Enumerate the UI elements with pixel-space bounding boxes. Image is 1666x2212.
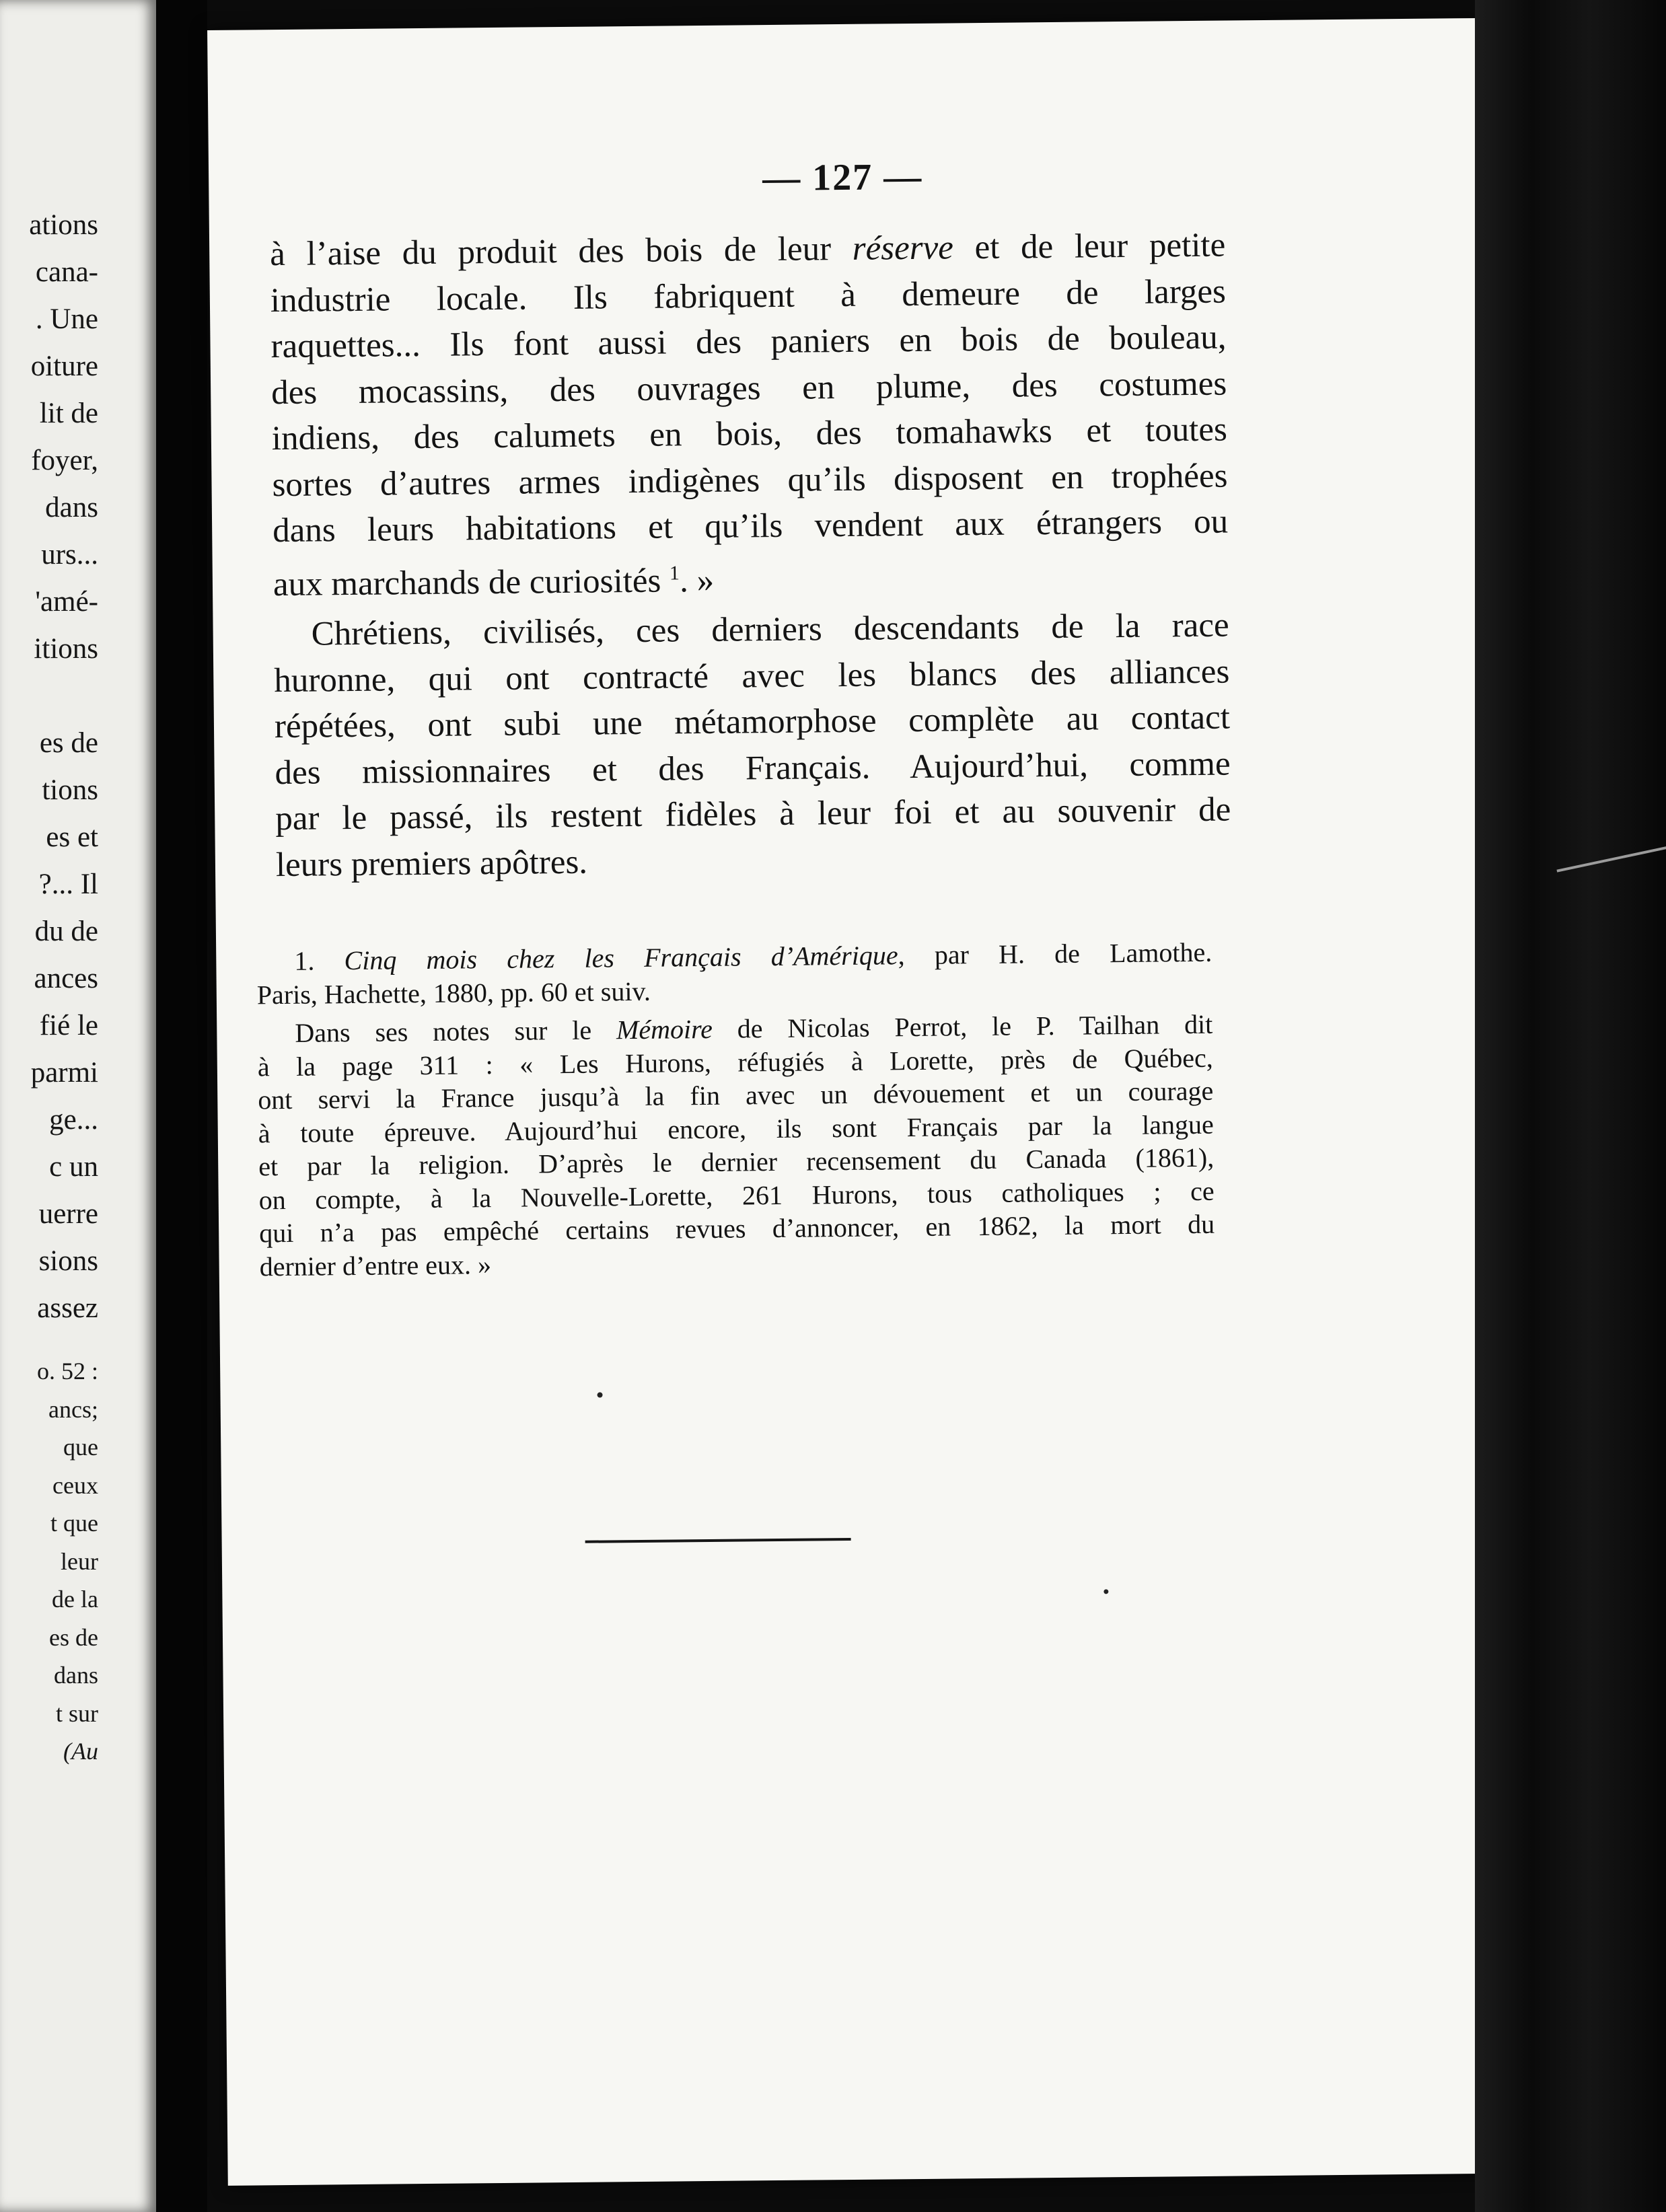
left-line: itions bbox=[34, 633, 98, 665]
italic-word: Mémoire bbox=[616, 1013, 713, 1045]
footnote-title: Cinq mois chez les Français d’Amérique bbox=[344, 940, 898, 976]
text-line: par le passé, ils restent fidèles à leur foi et au souvenir de bbox=[275, 790, 1231, 838]
text-line: des mocassins, des ouvrages en plume, des costumes bbox=[270, 365, 1227, 412]
left-footnote-line: ceux bbox=[52, 1471, 98, 1499]
end-rule bbox=[585, 1538, 851, 1543]
body-text bbox=[270, 223, 1231, 889]
left-line: du de bbox=[34, 916, 98, 947]
left-line: 'amé- bbox=[35, 586, 98, 618]
left-line: oiture bbox=[30, 351, 98, 382]
left-line: ?... Il bbox=[38, 869, 98, 900]
left-line: uerre bbox=[38, 1198, 98, 1230]
footnote-line: et par la religion. D’après le dernier recensement du Canada (1861), bbox=[258, 1142, 1215, 1182]
text-segment: aux marchands de curiosités bbox=[273, 562, 661, 603]
footnote-line: on compte, à la Nouvelle-Lorette, 261 Hurons, tous catholiques ; ce bbox=[258, 1175, 1215, 1215]
text-line: raquettes... Ils font aussi des paniers en bois de bouleau, bbox=[270, 318, 1227, 366]
footnote-line: ont servi la France jusqu’à la fin avec un dévouement et un courage bbox=[258, 1075, 1214, 1115]
text-segment: , par H. de Lamothe. bbox=[898, 936, 1212, 971]
text-segment: . » bbox=[679, 561, 715, 599]
left-line: sions bbox=[38, 1245, 98, 1277]
paragraph-2 bbox=[273, 603, 1231, 889]
left-footnote-line: ancs; bbox=[48, 1395, 98, 1423]
text-line bbox=[270, 223, 1226, 278]
book-page bbox=[207, 18, 1496, 2186]
left-page-text bbox=[29, 202, 98, 1771]
left-line: tions bbox=[42, 774, 98, 806]
text-line: des missionnaires et des Français. Aujourd’hui, comme bbox=[275, 744, 1231, 792]
left-line: parmi bbox=[30, 1057, 98, 1089]
left-line: cana- bbox=[35, 256, 98, 288]
left-line: urs... bbox=[41, 539, 98, 570]
italic-word: réserve bbox=[852, 229, 954, 268]
left-footnote-line: leur bbox=[61, 1547, 98, 1575]
text-line bbox=[273, 545, 1229, 607]
dark-background bbox=[1475, 0, 1666, 2212]
left-gap bbox=[29, 1332, 98, 1352]
text-line: Chrétiens, civilisés, ces derniers descendants de la race bbox=[311, 606, 1229, 653]
left-facing-page bbox=[0, 0, 156, 2212]
text-segment: de Nicolas Perrot, le P. Tailhan dit bbox=[712, 1008, 1213, 1044]
left-line: lit de bbox=[39, 398, 98, 429]
page-number: — 127 — bbox=[762, 155, 923, 200]
left-footnote-line: o. 52 : bbox=[36, 1358, 98, 1385]
left-line: es de bbox=[39, 727, 98, 759]
footnote-line: dernier d’entre eux. » bbox=[259, 1249, 492, 1282]
left-footnote-line: t que bbox=[50, 1510, 98, 1537]
book-gutter bbox=[156, 0, 207, 2212]
speck bbox=[1103, 1589, 1108, 1594]
left-line: assez bbox=[37, 1292, 98, 1324]
left-line: ations bbox=[29, 209, 98, 241]
text-line: industrie locale. Ils fabriquent à demeure de larges bbox=[270, 272, 1227, 320]
footnote-line: Paris, Hachette, 1880, pp. 60 et suiv. bbox=[256, 975, 651, 1010]
left-line-blank bbox=[29, 673, 98, 720]
left-line: es et bbox=[46, 821, 98, 853]
left-footnote-line: que bbox=[63, 1434, 98, 1461]
speck bbox=[597, 1392, 603, 1397]
text-segment: Dans ses notes sur le bbox=[295, 1015, 617, 1048]
text-line: répétées, ont subi une métamorphose complète au contact bbox=[274, 698, 1231, 746]
left-footnote-line: (Au bbox=[63, 1738, 98, 1765]
left-line: dans bbox=[45, 492, 98, 523]
text-segment: à l’aise du produit des bois de leur bbox=[269, 229, 853, 274]
left-line: ge... bbox=[49, 1104, 98, 1136]
text-line: indiens, des calumets en bois, des tomahawks et toutes bbox=[271, 410, 1228, 458]
text-line: huronne, qui ont contracté avec les blancs des alliances bbox=[274, 653, 1230, 700]
left-footnote-line: es de bbox=[49, 1623, 98, 1651]
footnote-number: 1. bbox=[294, 945, 345, 976]
paragraph-1 bbox=[270, 223, 1229, 608]
left-footnote-line: dans bbox=[54, 1662, 98, 1689]
left-line: ances bbox=[34, 963, 98, 994]
footnote-line: qui n’a pas empêché certains revues d’annoncer, en 1862, la mort du bbox=[258, 1208, 1215, 1249]
footnotes bbox=[256, 936, 1215, 1284]
left-line: c un bbox=[49, 1151, 98, 1183]
footnote-reference[interactable]: 1 bbox=[669, 561, 680, 584]
footnote-line: à la page 311 : « Les Hurons, réfugiés à Lorette, près de Québec, bbox=[257, 1042, 1213, 1082]
left-footnote-line: t sur bbox=[56, 1699, 98, 1727]
left-line: fié le bbox=[39, 1010, 98, 1041]
left-footnote-line: de la bbox=[52, 1586, 98, 1613]
text-segment: et de leur petite bbox=[953, 226, 1226, 267]
text-line: dans leurs habitations et qu’ils vendent aux étrangers ou bbox=[272, 503, 1229, 550]
left-line: foyer, bbox=[31, 445, 98, 476]
left-line: . Une bbox=[35, 303, 98, 335]
scan-artifact bbox=[1556, 846, 1666, 872]
text-line: leurs premiers apôtres. bbox=[275, 843, 588, 884]
text-line: sortes d’autres armes indigènes qu’ils disposent en trophées bbox=[272, 457, 1228, 504]
footnote-line: à toute épreuve. Aujourd’hui encore, ils sont Français par la langue bbox=[258, 1109, 1214, 1148]
